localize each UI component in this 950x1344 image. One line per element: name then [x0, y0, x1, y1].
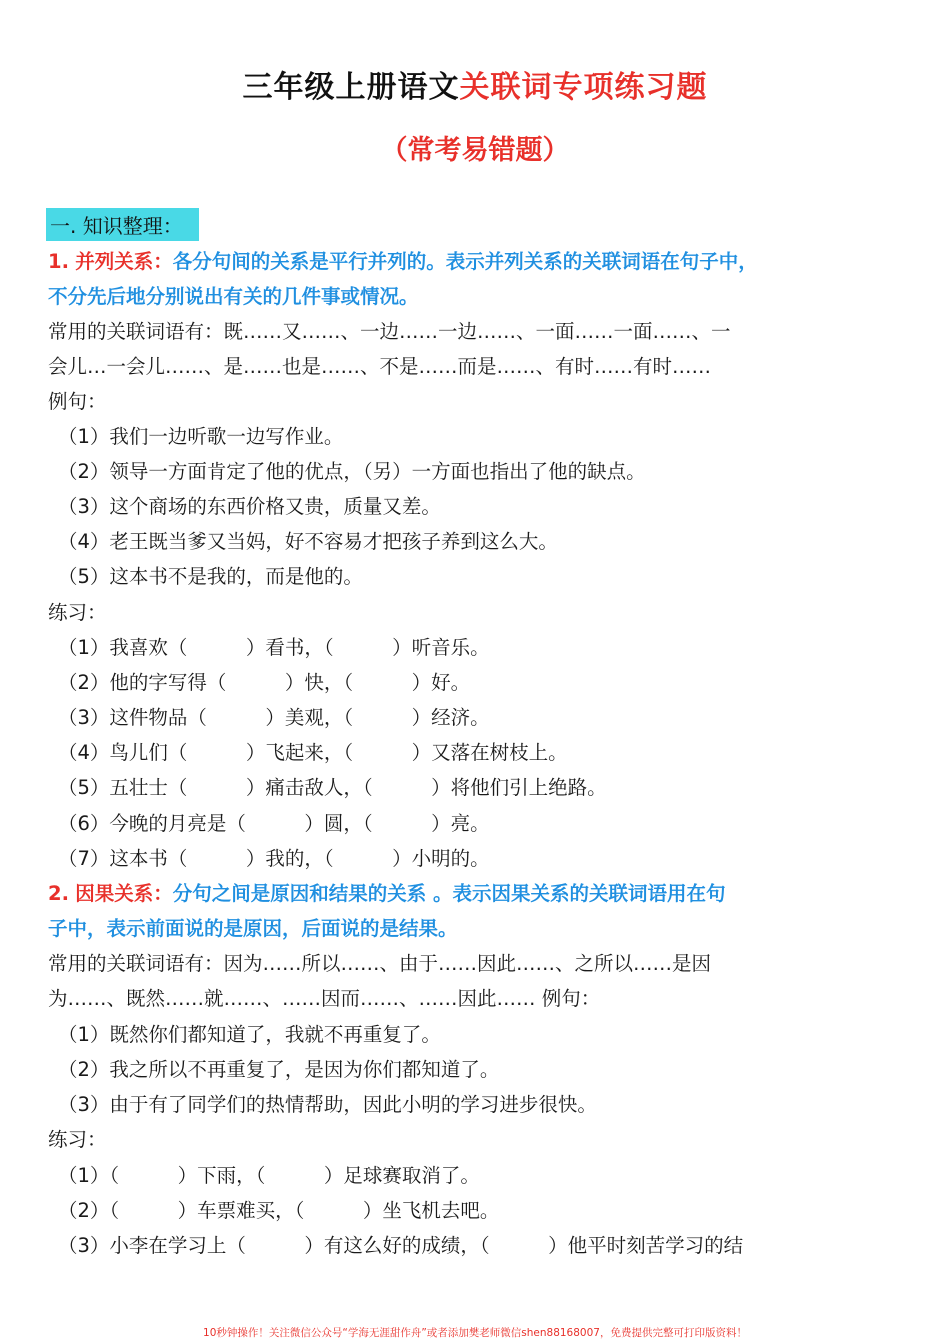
s1-practice-item: （1）我喜欢（ ）看书，（ ）听音乐。 [58, 636, 490, 659]
s1-number: 1. [48, 250, 69, 273]
s1-example-item: （3）这个商场的东西价格又贵，质量又差。 [58, 495, 441, 518]
s1-example-item: （1）我们一边听歌一边写作业。 [58, 425, 344, 448]
s2-common-words-1: 常用的关联词语有：因为……所以……、由于……因此……、之所以……是因 [48, 952, 712, 975]
s1-practice-item: （3）这件物品（ ）美观，（ ）经济。 [58, 706, 490, 729]
s1-name: 并列关系： [75, 250, 173, 273]
s2-practice-item: （3）小李在学习上（ ）有这么好的成绩，（ ）他平时刻苦学习的结 [58, 1234, 744, 1257]
s2-number: 2. [48, 882, 69, 905]
s2-example-item: （1）既然你们都知道了，我就不再重复了。 [58, 1023, 441, 1046]
s1-practice-item: （4）鸟儿们（ ）飞起来，（ ）又落在树枝上。 [58, 741, 568, 764]
s2-common-words-2: 为……、既然……就……、……因而……、……因此…… 例句： [48, 987, 601, 1010]
title-black-part: 三年级上册语文 [242, 70, 460, 105]
s1-practice-item: （6）今晚的月亮是（ ）圆，（ ）亮。 [58, 812, 490, 835]
s2-example-item: （3）由于有了同学们的热情帮助，因此小明的学习进步很快。 [58, 1093, 597, 1116]
section-heading-knowledge: 一. 知识整理： [46, 208, 199, 241]
s2-definition-2: 子中，表示前面说的是原因，后面说的是结果。 [48, 917, 458, 940]
footer-promo-text: 10秒钟操作！关注微信公众号“学海无涯甜作舟”或者添加樊老师微信shen88168007，免费提供完整可打印版资料！ [203, 1327, 747, 1339]
title-red-part: 关联词专项练习题 [459, 70, 708, 105]
s2-definition-line-1 [48, 876, 726, 911]
s2-practice-item: （1）（ ）下雨，（ ）足球赛取消了。 [58, 1164, 480, 1187]
page-subtitle: （常考易错题） [380, 135, 570, 166]
s2-definition-1: 分句之间是原因和结果的关系 。表示因果关系的关联词语用在句 [172, 882, 726, 905]
s2-practice-label: 练习： [48, 1128, 107, 1151]
s1-example-item: （2）领导一方面肯定了他的优点，（另）一方面也指出了他的缺点。 [58, 460, 646, 483]
s2-example-item: （2）我之所以不再重复了，是因为你们都知道了。 [58, 1058, 500, 1081]
s1-example-item: （5）这本书不是我的，而是他的。 [58, 565, 363, 588]
s1-definition-1: 各分句间的关系是平行并列的。表示并列关系的关联词语在句子中， [172, 250, 758, 273]
s1-example-item: （4）老王既当爹又当妈，好不容易才把孩子养到这么大。 [58, 530, 558, 553]
s1-definition-line-1 [48, 244, 758, 279]
s1-practice-label: 练习： [48, 601, 107, 624]
s1-practice-item: （7）这本书（ ）我的，（ ）小明的。 [58, 847, 490, 870]
s1-practice-item: （2）他的字写得（ ）快，（ ）好。 [58, 671, 471, 694]
s2-name: 因果关系： [75, 882, 173, 905]
s2-practice-item: （2）（ ）车票难买，（ ）坐飞机去吧。 [58, 1199, 500, 1222]
s1-definition-2: 不分先后地分别说出有关的几件事或情况。 [48, 285, 419, 308]
s1-common-words-2: 会儿…一会儿……、是……也是……、不是……而是……、有时……有时…… [48, 355, 712, 378]
s1-example-label: 例句： [48, 390, 107, 413]
s1-common-words-1: 常用的关联词语有：既……又……、一边……一边……、一面……一面……、一 [48, 320, 731, 343]
s1-practice-item: （5）五壮士（ ）痛击敌人，（ ）将他们引上绝路。 [58, 776, 607, 799]
page-title [0, 62, 950, 106]
